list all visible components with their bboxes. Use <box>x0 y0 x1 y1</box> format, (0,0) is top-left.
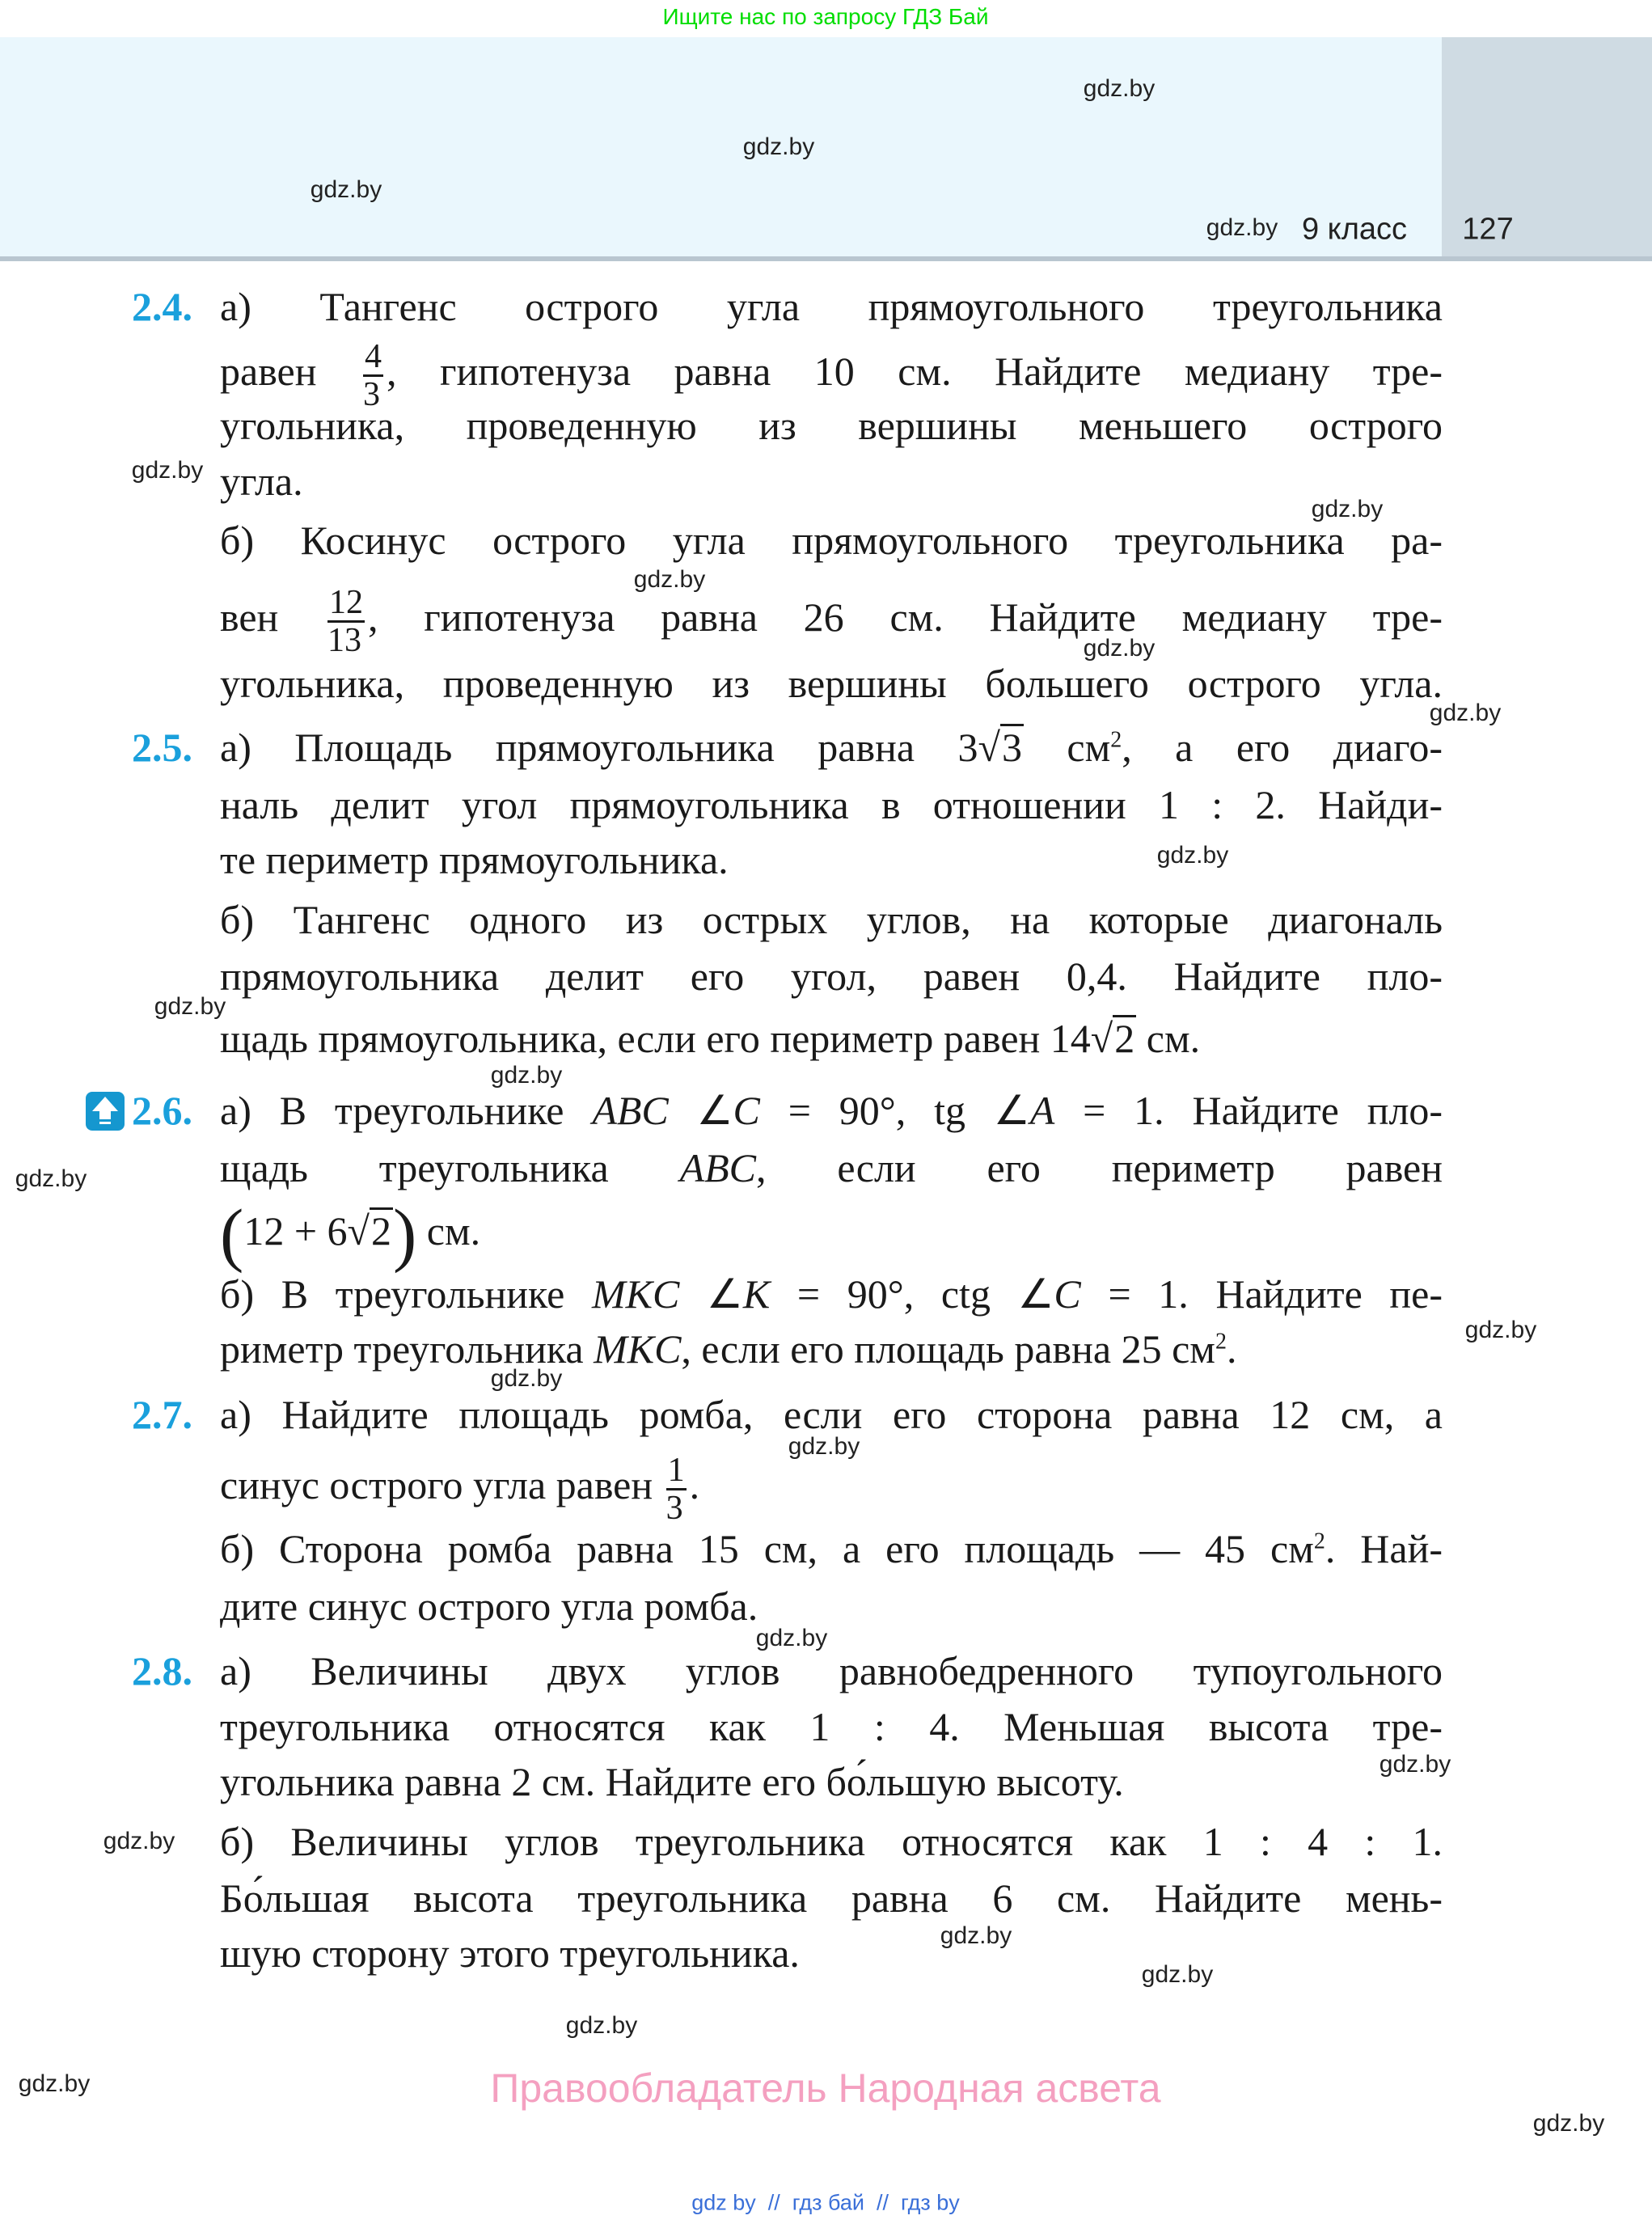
text: а) В треугольнике <box>220 1088 564 1133</box>
text: , гипотенуза равна 26 см. Найдите медиану тре- <box>368 594 1443 640</box>
math-var: MKC <box>591 1271 680 1317</box>
watermark: gdz.by <box>1311 496 1384 522</box>
text-line: угольника равна 2 см. Найдите его бо́льшую высоту. <box>220 1759 1124 1804</box>
radicand: 2 <box>370 1208 391 1254</box>
watermark: gdz.by <box>131 457 204 484</box>
text-line: наль делит угол прямоугольника в отношении 1 : 2. Найди- <box>220 782 1443 827</box>
top-banner[interactable]: Ищите нас по запросу ГДЗ Бай <box>662 4 989 29</box>
watermark: gdz.by <box>490 1062 563 1089</box>
sqrt: √2 <box>347 1208 391 1254</box>
text-line: б) Косинус острого угла прямоугольного треугольника ра- <box>220 518 1443 563</box>
text: а) Площадь прямоугольника равна <box>220 725 915 770</box>
watermark: gdz.by <box>788 1433 860 1460</box>
text: . Най- <box>1325 1526 1443 1571</box>
math <box>957 725 1122 770</box>
watermark: gdz.by <box>103 1828 175 1854</box>
math-var: C <box>1054 1271 1081 1317</box>
denominator: 13 <box>327 622 362 659</box>
text: = 90°, tg ∠ <box>788 1088 1030 1133</box>
text: вен <box>220 594 279 640</box>
denominator: 3 <box>362 376 380 413</box>
header-divider <box>0 256 1652 261</box>
denominator: 3 <box>665 1490 683 1527</box>
watermark: gdz.by <box>15 1165 87 1192</box>
text: б) Сторона ромба равна 15 см, а его площадь — 45 см <box>220 1526 1314 1571</box>
footer-links[interactable]: gdz by // гдз бай // гдз by <box>691 2190 960 2215</box>
text-line <box>220 1139 1443 1196</box>
watermark: gdz.by <box>755 1625 828 1651</box>
exponent: 2 <box>1110 727 1122 753</box>
numerator: 4 <box>364 338 382 375</box>
watermark: gdz.by <box>1464 1317 1537 1343</box>
problem-number: 2.7. <box>132 1392 192 1437</box>
problem-number: 2.5. <box>132 725 192 770</box>
text-line: а) Величины двух углов равнобедренного тупоугольного <box>220 1648 1443 1693</box>
text: синус острого угла равен <box>220 1461 653 1507</box>
watermark: gdz.by <box>1379 1751 1451 1778</box>
math-var: A <box>1029 1088 1055 1133</box>
math-var: C <box>733 1088 760 1133</box>
text-line <box>220 1520 1443 1577</box>
text: см. <box>1146 1016 1201 1061</box>
problem-number: 2.6. <box>132 1088 192 1133</box>
page-number: 127 <box>1462 212 1514 247</box>
watermark: gdz.by <box>565 2012 638 2039</box>
text: = 90°, ctg ∠ <box>796 1271 1054 1317</box>
text: , если его периметр равен <box>756 1145 1443 1190</box>
text: равен <box>220 348 317 394</box>
angle-symbol: ∠ <box>696 1088 733 1133</box>
watermark: gdz.by <box>1156 842 1229 869</box>
watermark: gdz.by <box>310 176 382 203</box>
text-line: шую сторону этого треугольника. <box>220 1930 800 1976</box>
angle-symbol: ∠ <box>706 1271 743 1317</box>
text-line <box>220 719 1443 776</box>
watermark: gdz.by <box>1083 635 1156 662</box>
text-line: б) Величины углов треугольника относятся как 1 : 4 : 1. <box>220 1819 1443 1864</box>
watermark: gdz.by <box>1083 75 1156 102</box>
radicand: 2 <box>1114 1016 1135 1061</box>
text-line: а) Тангенс острого угла прямоугольного треугольника <box>220 284 1443 329</box>
problem-number: 2.4. <box>132 284 192 329</box>
math-var: ABC <box>592 1088 669 1133</box>
text: щадь треугольника <box>220 1145 609 1190</box>
watermark: gdz.by <box>1141 1961 1214 1988</box>
text: , гипотенуза равна 10 см. Найдите медиану тре- <box>386 348 1443 394</box>
watermark: gdz.by <box>18 2070 91 2097</box>
text: = 1. Найдите пе- <box>1108 1271 1443 1317</box>
unit: см <box>1067 725 1111 770</box>
watermark: gdz.by <box>154 993 226 1020</box>
text: см. <box>426 1208 481 1254</box>
text-line: те периметр прямоугольника. <box>220 837 729 882</box>
arrow-up-icon <box>86 1092 125 1131</box>
numerator: 1 <box>667 1452 685 1489</box>
text-line <box>220 1452 1443 1527</box>
text-line: угольника, проведенную из вершины большего острого угла. <box>220 661 1443 706</box>
text-line: треугольника относятся как 1 : 4. Меньшая высота тре- <box>220 1704 1443 1749</box>
watermark: gdz.by <box>490 1365 563 1392</box>
text-line <box>220 1321 1443 1377</box>
text: 12 + 6 <box>243 1208 348 1254</box>
sqrt: √2 <box>1090 1016 1135 1061</box>
text-line <box>220 338 1443 413</box>
exponent: 2 <box>1313 1528 1325 1554</box>
radicand: 3 <box>1001 725 1022 770</box>
watermark: gdz.by <box>1429 700 1502 726</box>
fraction <box>666 1452 687 1526</box>
math-var: K <box>742 1271 771 1317</box>
text: , а его диаго- <box>1122 725 1443 770</box>
text-line <box>220 1082 1443 1139</box>
text: щадь прямоугольника, если его периметр равен 14 <box>220 1016 1091 1061</box>
text-line: угольника, проведенную из вершины меньшего острого <box>220 403 1443 448</box>
watermark: gdz.by <box>633 566 706 593</box>
exponent: 2 <box>1215 1329 1227 1355</box>
text: . <box>1226 1326 1237 1372</box>
numerator: 12 <box>329 584 364 621</box>
watermark: gdz.by <box>940 1922 1012 1949</box>
watermark: gdz.by <box>1532 2110 1605 2137</box>
text-line <box>220 1010 1443 1067</box>
copyright-notice: Правообладатель Народная асвета <box>490 2065 1161 2111</box>
coefficient: 3 <box>957 725 978 770</box>
paren-right: ) <box>392 1195 417 1275</box>
paren-left: ( <box>220 1195 244 1275</box>
math-var: MKC <box>594 1326 682 1372</box>
fraction <box>327 585 365 658</box>
text-line: б) Тангенс одного из острых углов, на которые диагональ <box>220 897 1443 942</box>
text: = 1. Найдите пло- <box>1083 1088 1443 1133</box>
text-line: а) Найдите площадь ромба, если его сторона равна 12 см, а <box>220 1392 1443 1437</box>
text: , если его площадь равна 25 см <box>681 1326 1215 1372</box>
text-line: Бо́льшая высота треугольника равна 6 см. Найдите мень- <box>220 1875 1443 1921</box>
sqrt: √3 <box>978 725 1022 770</box>
header-grade: 9 класс <box>1301 212 1408 247</box>
watermark: gdz.by <box>1206 214 1278 241</box>
text-line: прямоугольника делит его угол, равен 0,4. Найдите пло- <box>220 953 1443 999</box>
watermark: gdz.by <box>742 133 815 160</box>
text: . <box>689 1461 700 1507</box>
text-line <box>220 1266 1443 1322</box>
text-line: угла. <box>220 459 303 504</box>
problem-number: 2.8. <box>132 1648 192 1693</box>
math-var: ABC <box>679 1145 757 1190</box>
text-line: дите синус острого угла ромба. <box>220 1583 758 1629</box>
text-line <box>220 1195 1443 1275</box>
text: риметр треугольника <box>220 1326 584 1372</box>
text: б) В треугольнике <box>220 1271 565 1317</box>
